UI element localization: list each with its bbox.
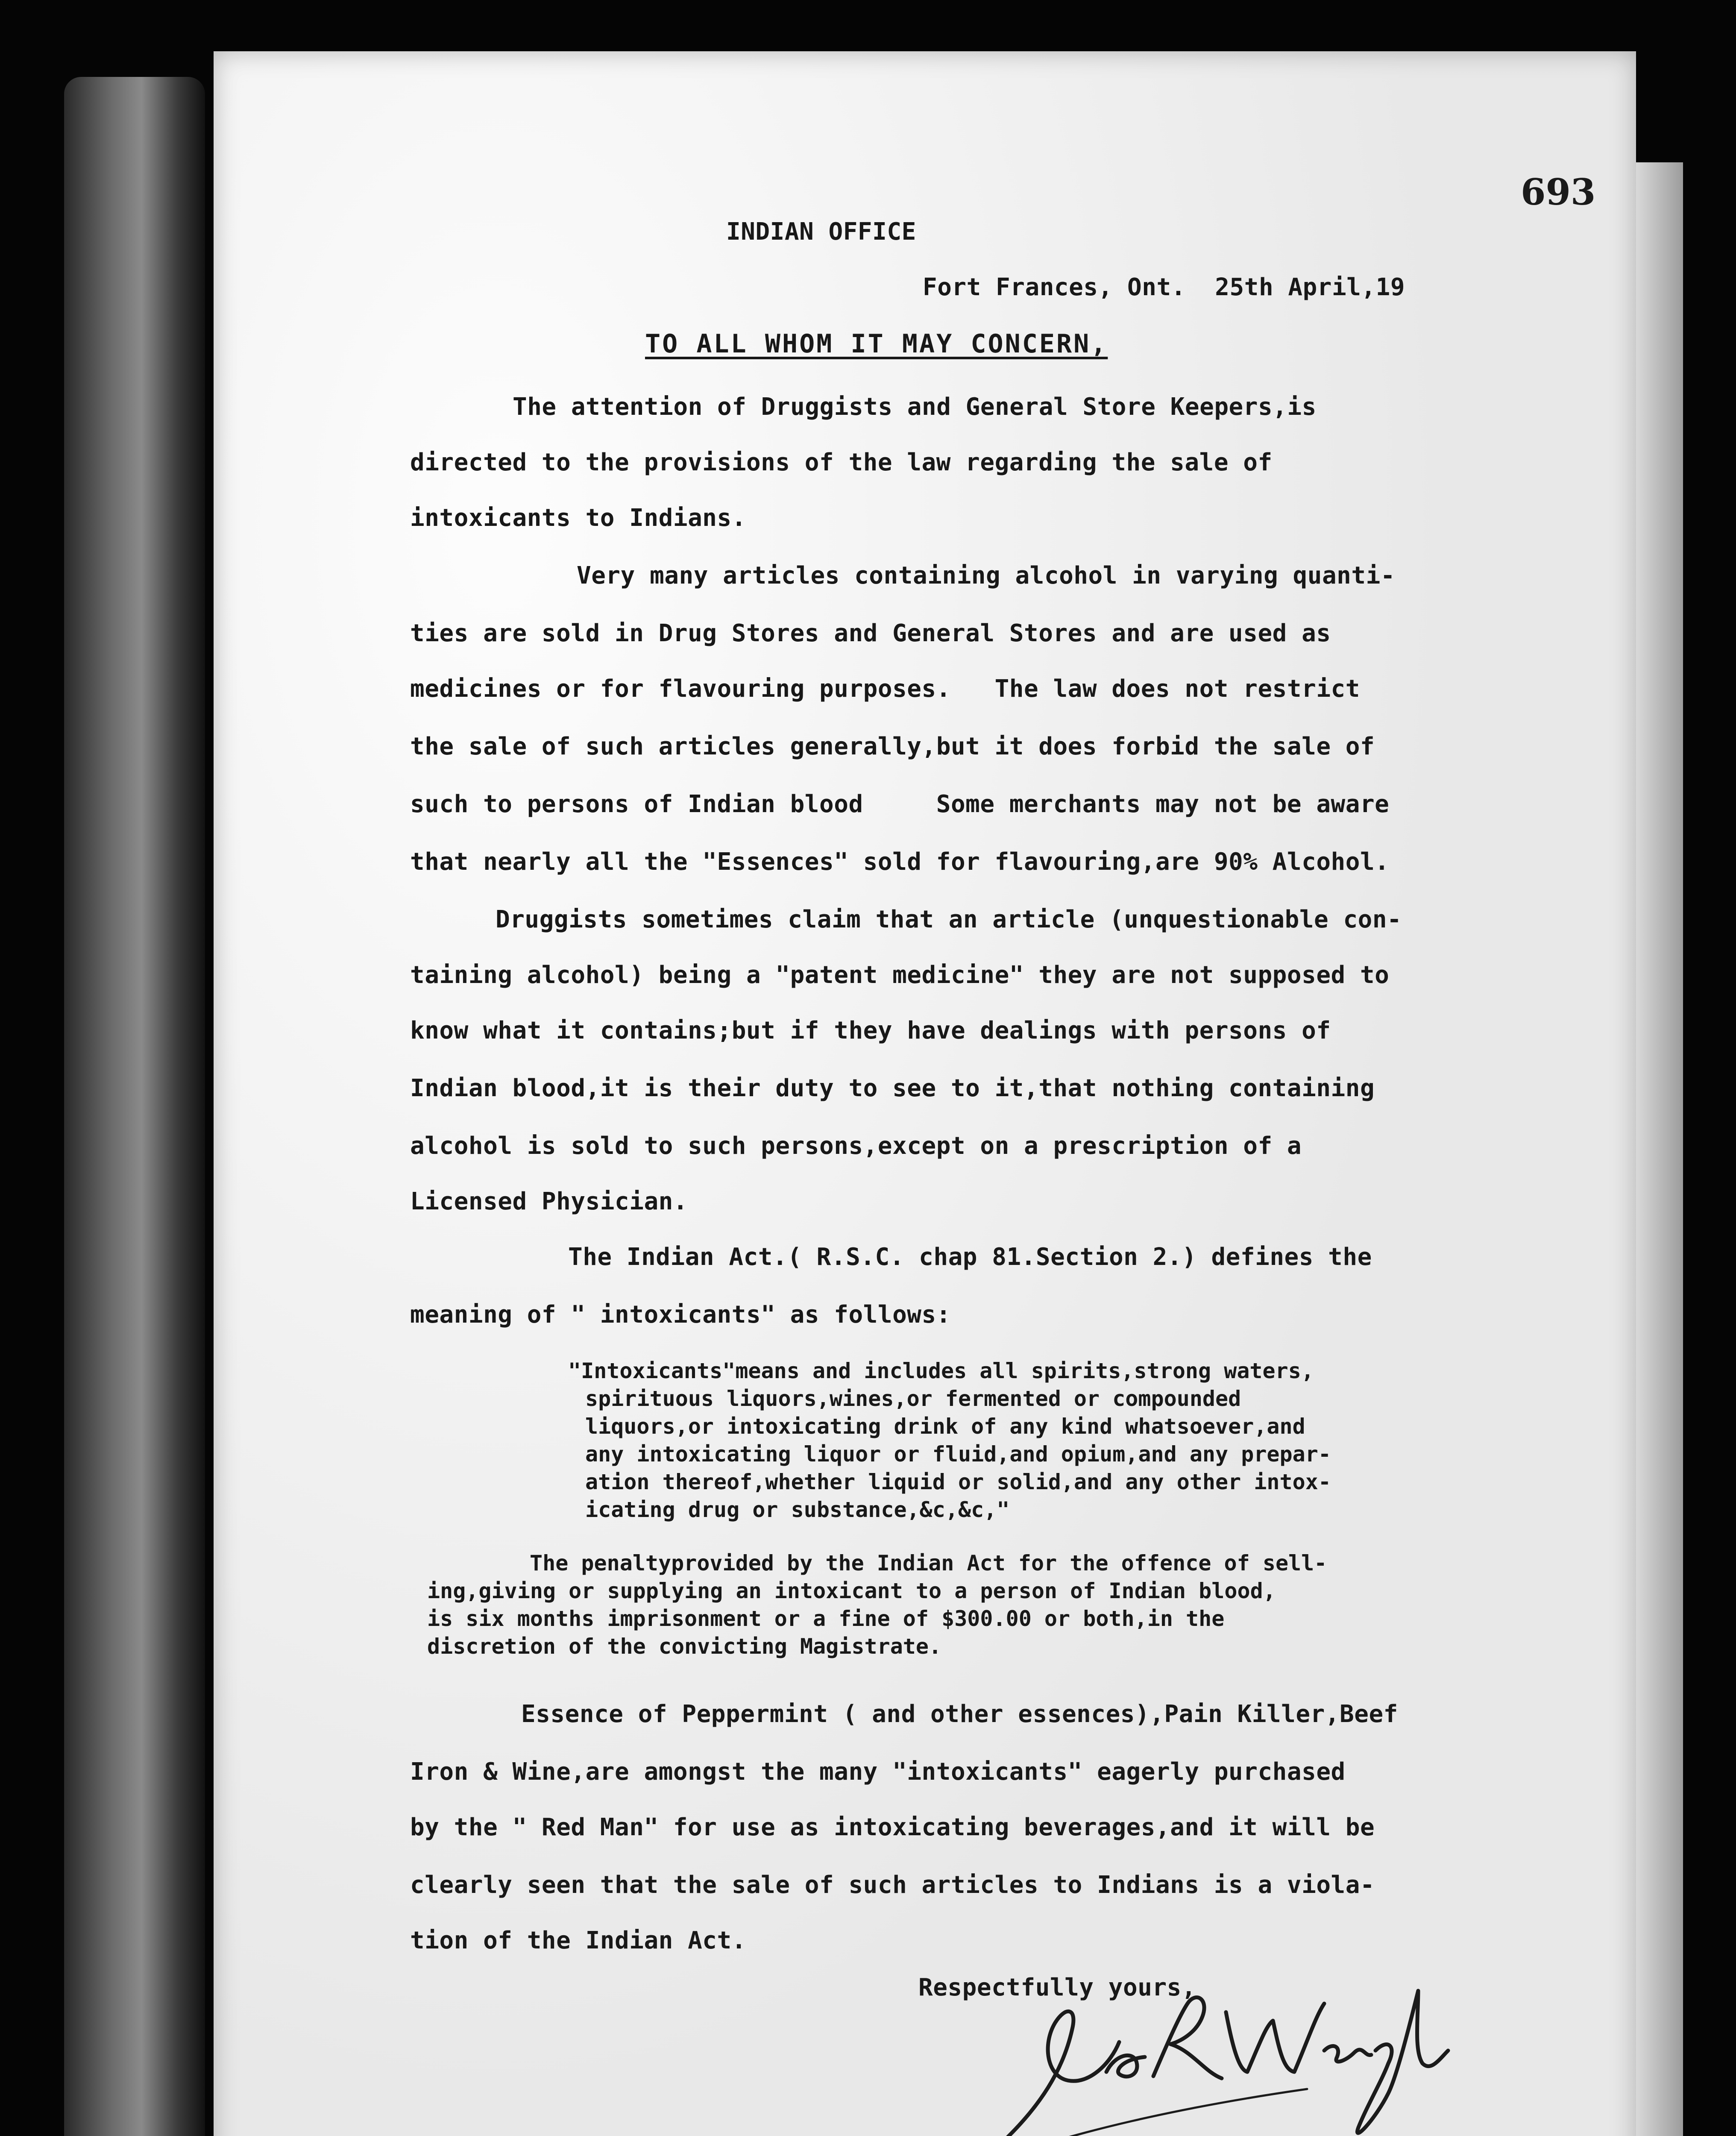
- paragraph-line: intoxicants to Indians.: [410, 504, 746, 532]
- closing: Respectfully yours,: [918, 1974, 1196, 2001]
- paragraph-line: Licensed Physician.: [410, 1188, 688, 1215]
- paragraph-line: taining alcohol) being a "patent medicine" they are not supposed to: [410, 961, 1390, 989]
- paragraph-line: medicines or for flavouring purposes. The law does not restrict: [410, 675, 1360, 703]
- paragraph-line: the sale of such articles generally,but it does forbid the sale of: [410, 733, 1375, 760]
- paragraph-line: Indian blood,it is their duty to see to it,that nothing containing: [410, 1074, 1375, 1102]
- penalty-line: discretion of the convicting Magistrate.: [427, 1634, 942, 1659]
- paragraph-line: clearly seen that the sale of such articles to Indians is a viola-: [410, 1871, 1375, 1899]
- quote-line: "Intoxicants"means and includes all spirits,strong waters,: [568, 1358, 1314, 1383]
- salutation: TO ALL WHOM IT MAY CONCERN,: [645, 329, 1108, 359]
- paragraph-line: directed to the provisions of the law regarding the sale of: [410, 449, 1273, 476]
- office-heading: INDIAN OFFICE: [726, 218, 916, 246]
- paragraph-line: The attention of Druggists and General Store Keepers,is: [513, 393, 1317, 421]
- paragraph-line: that nearly all the "Essences" sold for flavouring,are 90% Alcohol.: [410, 848, 1390, 876]
- quote-line: icating drug or substance,&c,&c,": [585, 1497, 1010, 1522]
- signature-image: [965, 1965, 1461, 2136]
- quote-line: ation thereof,whether liquid or solid,and any other intox-: [585, 1470, 1331, 1494]
- paragraph-line: alcohol is sold to such persons,except on a prescription of a: [410, 1132, 1302, 1160]
- paragraph-line: Very many articles containing alcohol in varying quanti-: [577, 562, 1396, 590]
- quote-line: any intoxicating liquor or fluid,and opium,and any prepar-: [585, 1442, 1331, 1467]
- penalty-line: ing,giving or supplying an intoxicant to a person of Indian blood,: [427, 1579, 1276, 1603]
- penalty-line: The penaltyprovided by the Indian Act for the offence of sell-: [530, 1551, 1327, 1576]
- paragraph-line: The Indian Act.( R.S.C. chap 81.Section 2.) defines the: [568, 1243, 1372, 1271]
- quote-line: spirituous liquors,wines,or fermented or compounded: [585, 1386, 1241, 1411]
- quote-line: liquors,or intoxicating drink of any kind whatsoever,and: [585, 1414, 1305, 1439]
- page-number: 693: [1521, 171, 1596, 213]
- binding-edge: [64, 77, 205, 2136]
- penalty-line: is six months imprisonment or a fine of $300.00 or both,in the: [427, 1606, 1225, 1631]
- paragraph-line: ties are sold in Drug Stores and General Stores and are used as: [410, 619, 1331, 647]
- paragraph-line: Druggists sometimes claim that an article (unquestionable con-: [496, 906, 1402, 933]
- paragraph-line: Iron & Wine,are amongst the many "intoxicants" eagerly purchased: [410, 1758, 1346, 1786]
- paragraph-line: such to persons of Indian blood Some merchants may not be aware: [410, 790, 1390, 818]
- letter-page: [214, 51, 1636, 2136]
- place-date: Fort Frances, Ont. 25th April,19: [923, 273, 1405, 301]
- paragraph-line: by the " Red Man" for use as intoxicating beverages,and it will be: [410, 1813, 1375, 1841]
- paragraph-line: meaning of " intoxicants" as follows:: [410, 1301, 951, 1329]
- paragraph-line: Essence of Peppermint ( and other essences),Pain Killer,Beef: [521, 1700, 1398, 1728]
- paragraph-line: tion of the Indian Act.: [410, 1927, 746, 1954]
- paragraph-line: know what it contains;but if they have dealings with persons of: [410, 1017, 1331, 1045]
